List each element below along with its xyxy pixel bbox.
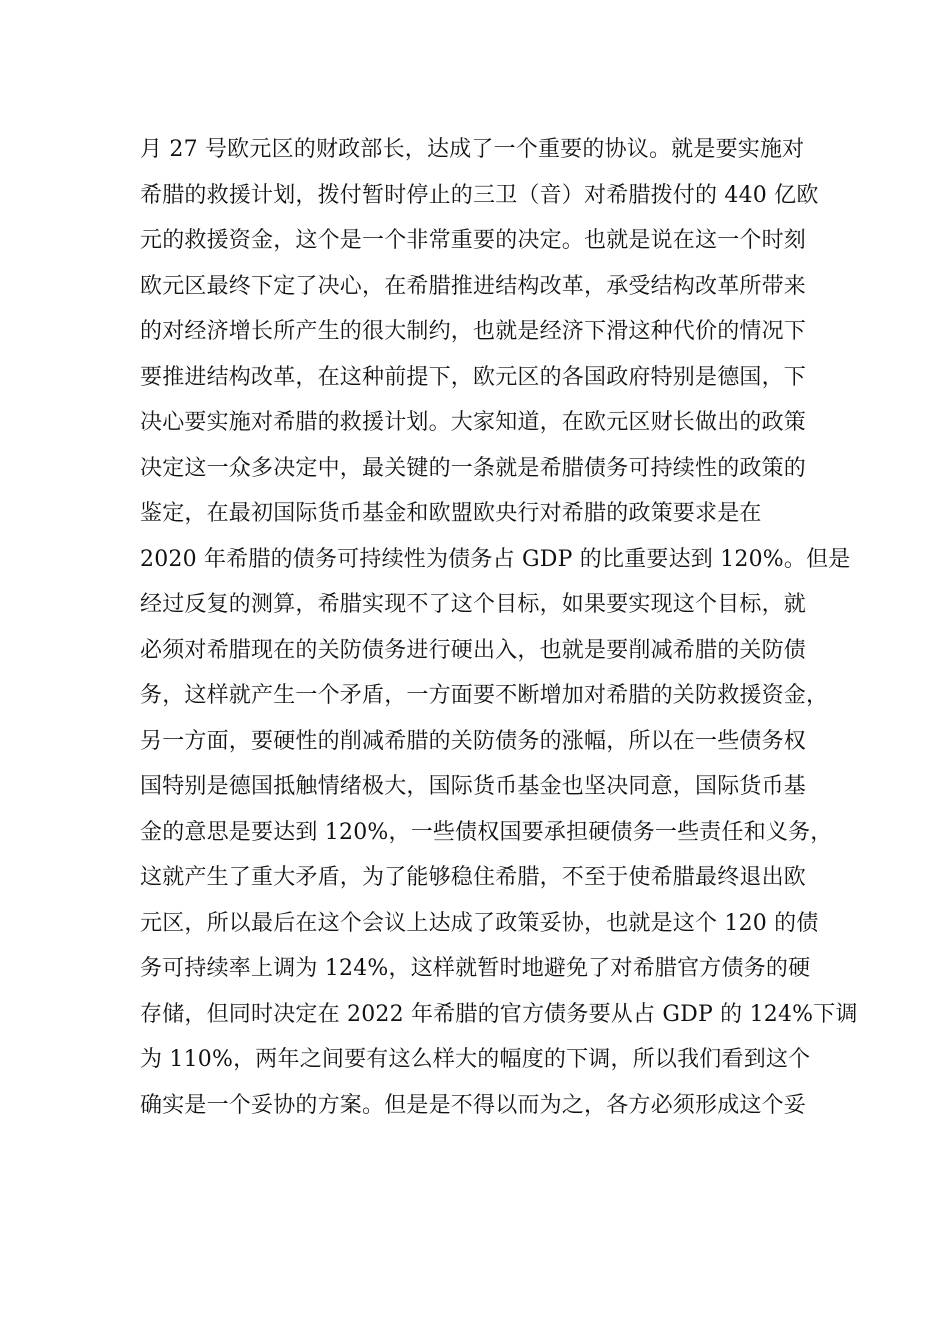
text-line: 决定这一众多决定中，最关键的一条就是希腊债务可持续性的政策的 xyxy=(140,455,807,481)
text-line: 欧元区最终下定了决心，在希腊推进结构改革，承受结构改革所带来 xyxy=(140,273,807,299)
text-line: 存储，但同时决定在 2022 年希腊的官方债务要从占 GDP 的 124%下调 xyxy=(140,1001,858,1027)
text-line: 这就产生了重大矛盾，为了能够稳住希腊，不至于使希腊最终退出欧 xyxy=(140,865,807,890)
text-line: 的对经济增长所产生的很大制约，也就是经济下滑这种代价的情况下 xyxy=(140,319,807,344)
text-line: 金的意思是要达到 120%，一些债权国要承担硬债务一些责任和义务， xyxy=(140,819,833,845)
text-line: 国特别是德国抵触情绪极大，国际货币基金也坚决同意，国际货币基 xyxy=(140,774,807,799)
text-line: 为 110%，两年之间要有这么样大的幅度的下调，所以我们看到这个 xyxy=(140,1047,811,1072)
text-line: 经过反复的测算，希腊实现不了这个目标，如果要实现这个目标，就 xyxy=(140,592,807,617)
text-line: 2020 年希腊的债务可持续性为债务占 GDP 的比重要达到 120%。但是 xyxy=(140,546,851,572)
text-line: 务，这样就产生一个矛盾，一方面要不断增加对希腊的关防救援资金， xyxy=(140,683,829,708)
text-line: 希腊的救援计划，拨付暂时停止的三卫（音）对希腊拨付的 440 亿欧 xyxy=(140,182,819,208)
text-line: 必须对希腊现在的关防债务进行硬出入，也就是要削减希腊的关防债 xyxy=(140,637,807,663)
text-line: 元区，所以最后在这个会议上达成了政策妥协，也就是这个 120 的债 xyxy=(140,910,819,936)
text-line: 另一方面，要硬性的削减希腊的关防债务的涨幅，所以在一些债务权 xyxy=(140,728,807,754)
text-line: 鉴定，在最初国际货币基金和欧盟欧央行对希腊的政策要求是在 xyxy=(140,501,762,526)
text-line: 务可持续率上调为 124%，这样就暂时地避免了对希腊官方债务的硬 xyxy=(140,956,811,981)
text-line: 元的救援资金，这个是一个非常重要的决定。也就是说在这一个时刻 xyxy=(140,228,807,253)
text-line: 要推进结构改革，在这种前提下，欧元区的各国政府特别是德国，下 xyxy=(140,364,807,390)
text-line: 确实是一个妥协的方案。但是是不得以而为之，各方必须形成这个妥 xyxy=(140,1092,807,1118)
text-line: 月 27 号欧元区的财政部长，达成了一个重要的协议。就是要实施对 xyxy=(140,137,805,162)
text-line: 决心要实施对希腊的救援计划。大家知道，在欧元区财长做出的政策 xyxy=(140,410,807,435)
body-paragraph xyxy=(140,127,858,1128)
